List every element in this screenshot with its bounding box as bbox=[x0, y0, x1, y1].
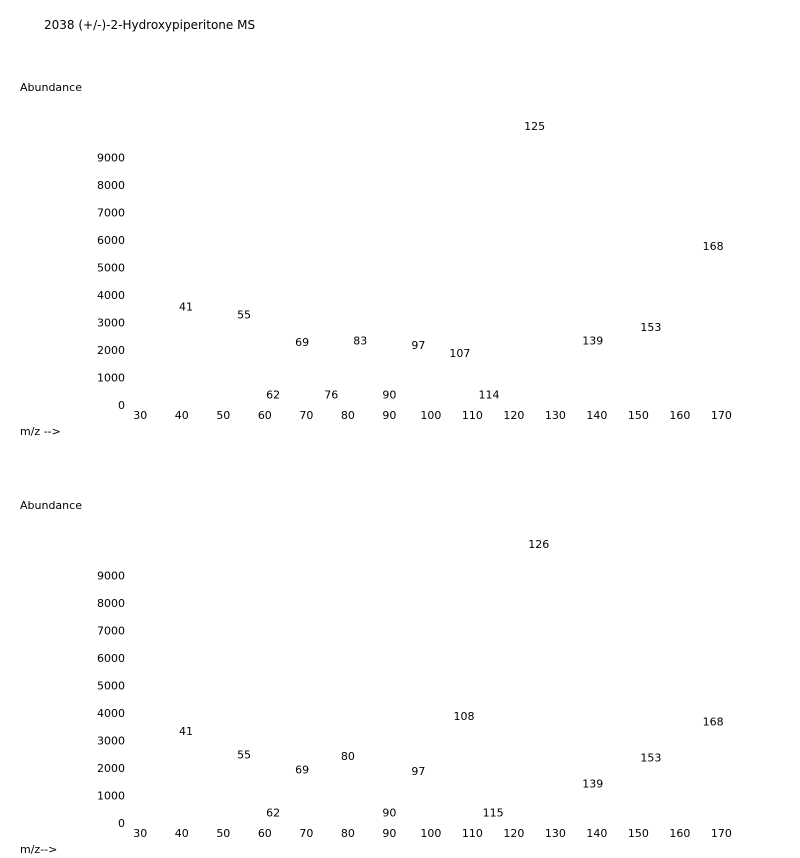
x-tick-label: 130 bbox=[544, 409, 566, 422]
x-tick-label: 120 bbox=[503, 827, 525, 840]
y-tick-label: 8000 bbox=[97, 597, 125, 610]
peak-label: 125 bbox=[524, 120, 546, 134]
x-tick-label: 90 bbox=[382, 409, 397, 422]
y-tick-label: 2000 bbox=[97, 344, 125, 357]
y-tick-label: 0 bbox=[118, 817, 125, 830]
y-tick-label: 7000 bbox=[97, 624, 125, 638]
x-tick-label: 160 bbox=[669, 409, 691, 422]
peak-label: 55 bbox=[237, 748, 252, 762]
y-tick-label: 6000 bbox=[97, 652, 125, 665]
peak-label: 41 bbox=[178, 725, 193, 739]
y-tick-label: 5000 bbox=[97, 679, 125, 693]
peak-label: 153 bbox=[640, 320, 662, 334]
x-tick-label: 170 bbox=[710, 409, 732, 422]
x-tick-label: 100 bbox=[420, 827, 442, 840]
x-tick-label: 80 bbox=[340, 827, 355, 840]
peak-label: 90 bbox=[382, 806, 397, 820]
peak-label: 114 bbox=[478, 388, 500, 402]
peak-label: 41 bbox=[178, 300, 193, 314]
x-tick-label: 70 bbox=[299, 827, 314, 840]
y-tick-label: 1000 bbox=[97, 789, 125, 803]
y-axis-label: Abundance bbox=[20, 81, 82, 94]
peak-label: 80 bbox=[340, 749, 355, 763]
peak-label: 90 bbox=[382, 388, 397, 402]
x-tick-label: 150 bbox=[627, 827, 649, 840]
peak-label: 55 bbox=[237, 308, 252, 322]
x-tick-label: 140 bbox=[586, 409, 608, 422]
y-tick-label: 5000 bbox=[97, 261, 125, 275]
peak-label: 168 bbox=[702, 715, 724, 729]
peak-label: 62 bbox=[266, 806, 281, 820]
x-tick-label: 60 bbox=[257, 409, 272, 422]
y-axis-label: Abundance bbox=[20, 499, 82, 512]
y-tick-label: 1000 bbox=[97, 371, 125, 385]
y-tick-label: 9000 bbox=[97, 151, 125, 165]
peak-label: 76 bbox=[324, 388, 339, 402]
peak-label: 139 bbox=[582, 777, 604, 791]
x-tick-label: 100 bbox=[420, 409, 442, 422]
peak-label: 168 bbox=[702, 239, 724, 253]
x-axis-label: m/z --> bbox=[20, 425, 61, 438]
y-tick-label: 2000 bbox=[97, 762, 125, 775]
y-tick-label: 4000 bbox=[97, 707, 125, 720]
x-tick-label: 60 bbox=[257, 827, 272, 840]
y-tick-label: 3000 bbox=[97, 316, 125, 330]
x-tick-label: 50 bbox=[216, 409, 231, 422]
x-tick-label: 80 bbox=[340, 409, 355, 422]
x-tick-label: 110 bbox=[461, 409, 483, 422]
x-tick-label: 170 bbox=[710, 827, 732, 840]
y-tick-label: 9000 bbox=[97, 569, 125, 583]
peak-label: 97 bbox=[411, 338, 426, 352]
peak-label: 69 bbox=[295, 336, 310, 349]
y-tick-label: 8000 bbox=[97, 179, 125, 192]
peak-label: 107 bbox=[449, 347, 471, 360]
peak-label: 69 bbox=[295, 763, 310, 777]
x-tick-label: 130 bbox=[544, 827, 566, 840]
peak-label: 62 bbox=[266, 388, 281, 402]
x-tick-label: 160 bbox=[669, 827, 691, 840]
peak-label: 126 bbox=[528, 538, 550, 552]
x-tick-label: 150 bbox=[627, 409, 649, 422]
x-tick-label: 50 bbox=[216, 827, 231, 840]
x-tick-label: 40 bbox=[174, 409, 189, 422]
x-axis-label: m/z--> bbox=[20, 843, 58, 856]
peak-label: 153 bbox=[640, 751, 662, 765]
x-tick-label: 110 bbox=[461, 827, 483, 840]
x-tick-label: 30 bbox=[133, 827, 148, 840]
mass-spectrum-chart-2 bbox=[0, 448, 800, 858]
y-tick-label: 6000 bbox=[97, 234, 125, 247]
y-tick-label: 4000 bbox=[97, 289, 125, 302]
mass-spectrum-chart-1 bbox=[0, 30, 800, 440]
y-tick-label: 7000 bbox=[97, 206, 125, 220]
x-tick-label: 90 bbox=[382, 827, 397, 840]
peak-label: 108 bbox=[453, 710, 475, 723]
y-tick-label: 0 bbox=[118, 399, 125, 412]
x-tick-label: 70 bbox=[299, 409, 314, 422]
y-tick-label: 3000 bbox=[97, 734, 125, 748]
x-tick-label: 120 bbox=[503, 409, 525, 422]
peak-label: 97 bbox=[411, 765, 426, 778]
x-tick-label: 40 bbox=[174, 827, 189, 840]
peak-label: 115 bbox=[482, 806, 504, 820]
peak-label: 83 bbox=[353, 334, 368, 348]
peak-label: 139 bbox=[582, 334, 604, 348]
x-tick-label: 30 bbox=[133, 409, 148, 422]
x-tick-label: 140 bbox=[586, 827, 608, 840]
page-title: 2038 (+/-)-2-Hydroxypiperitone MS bbox=[44, 18, 256, 32]
